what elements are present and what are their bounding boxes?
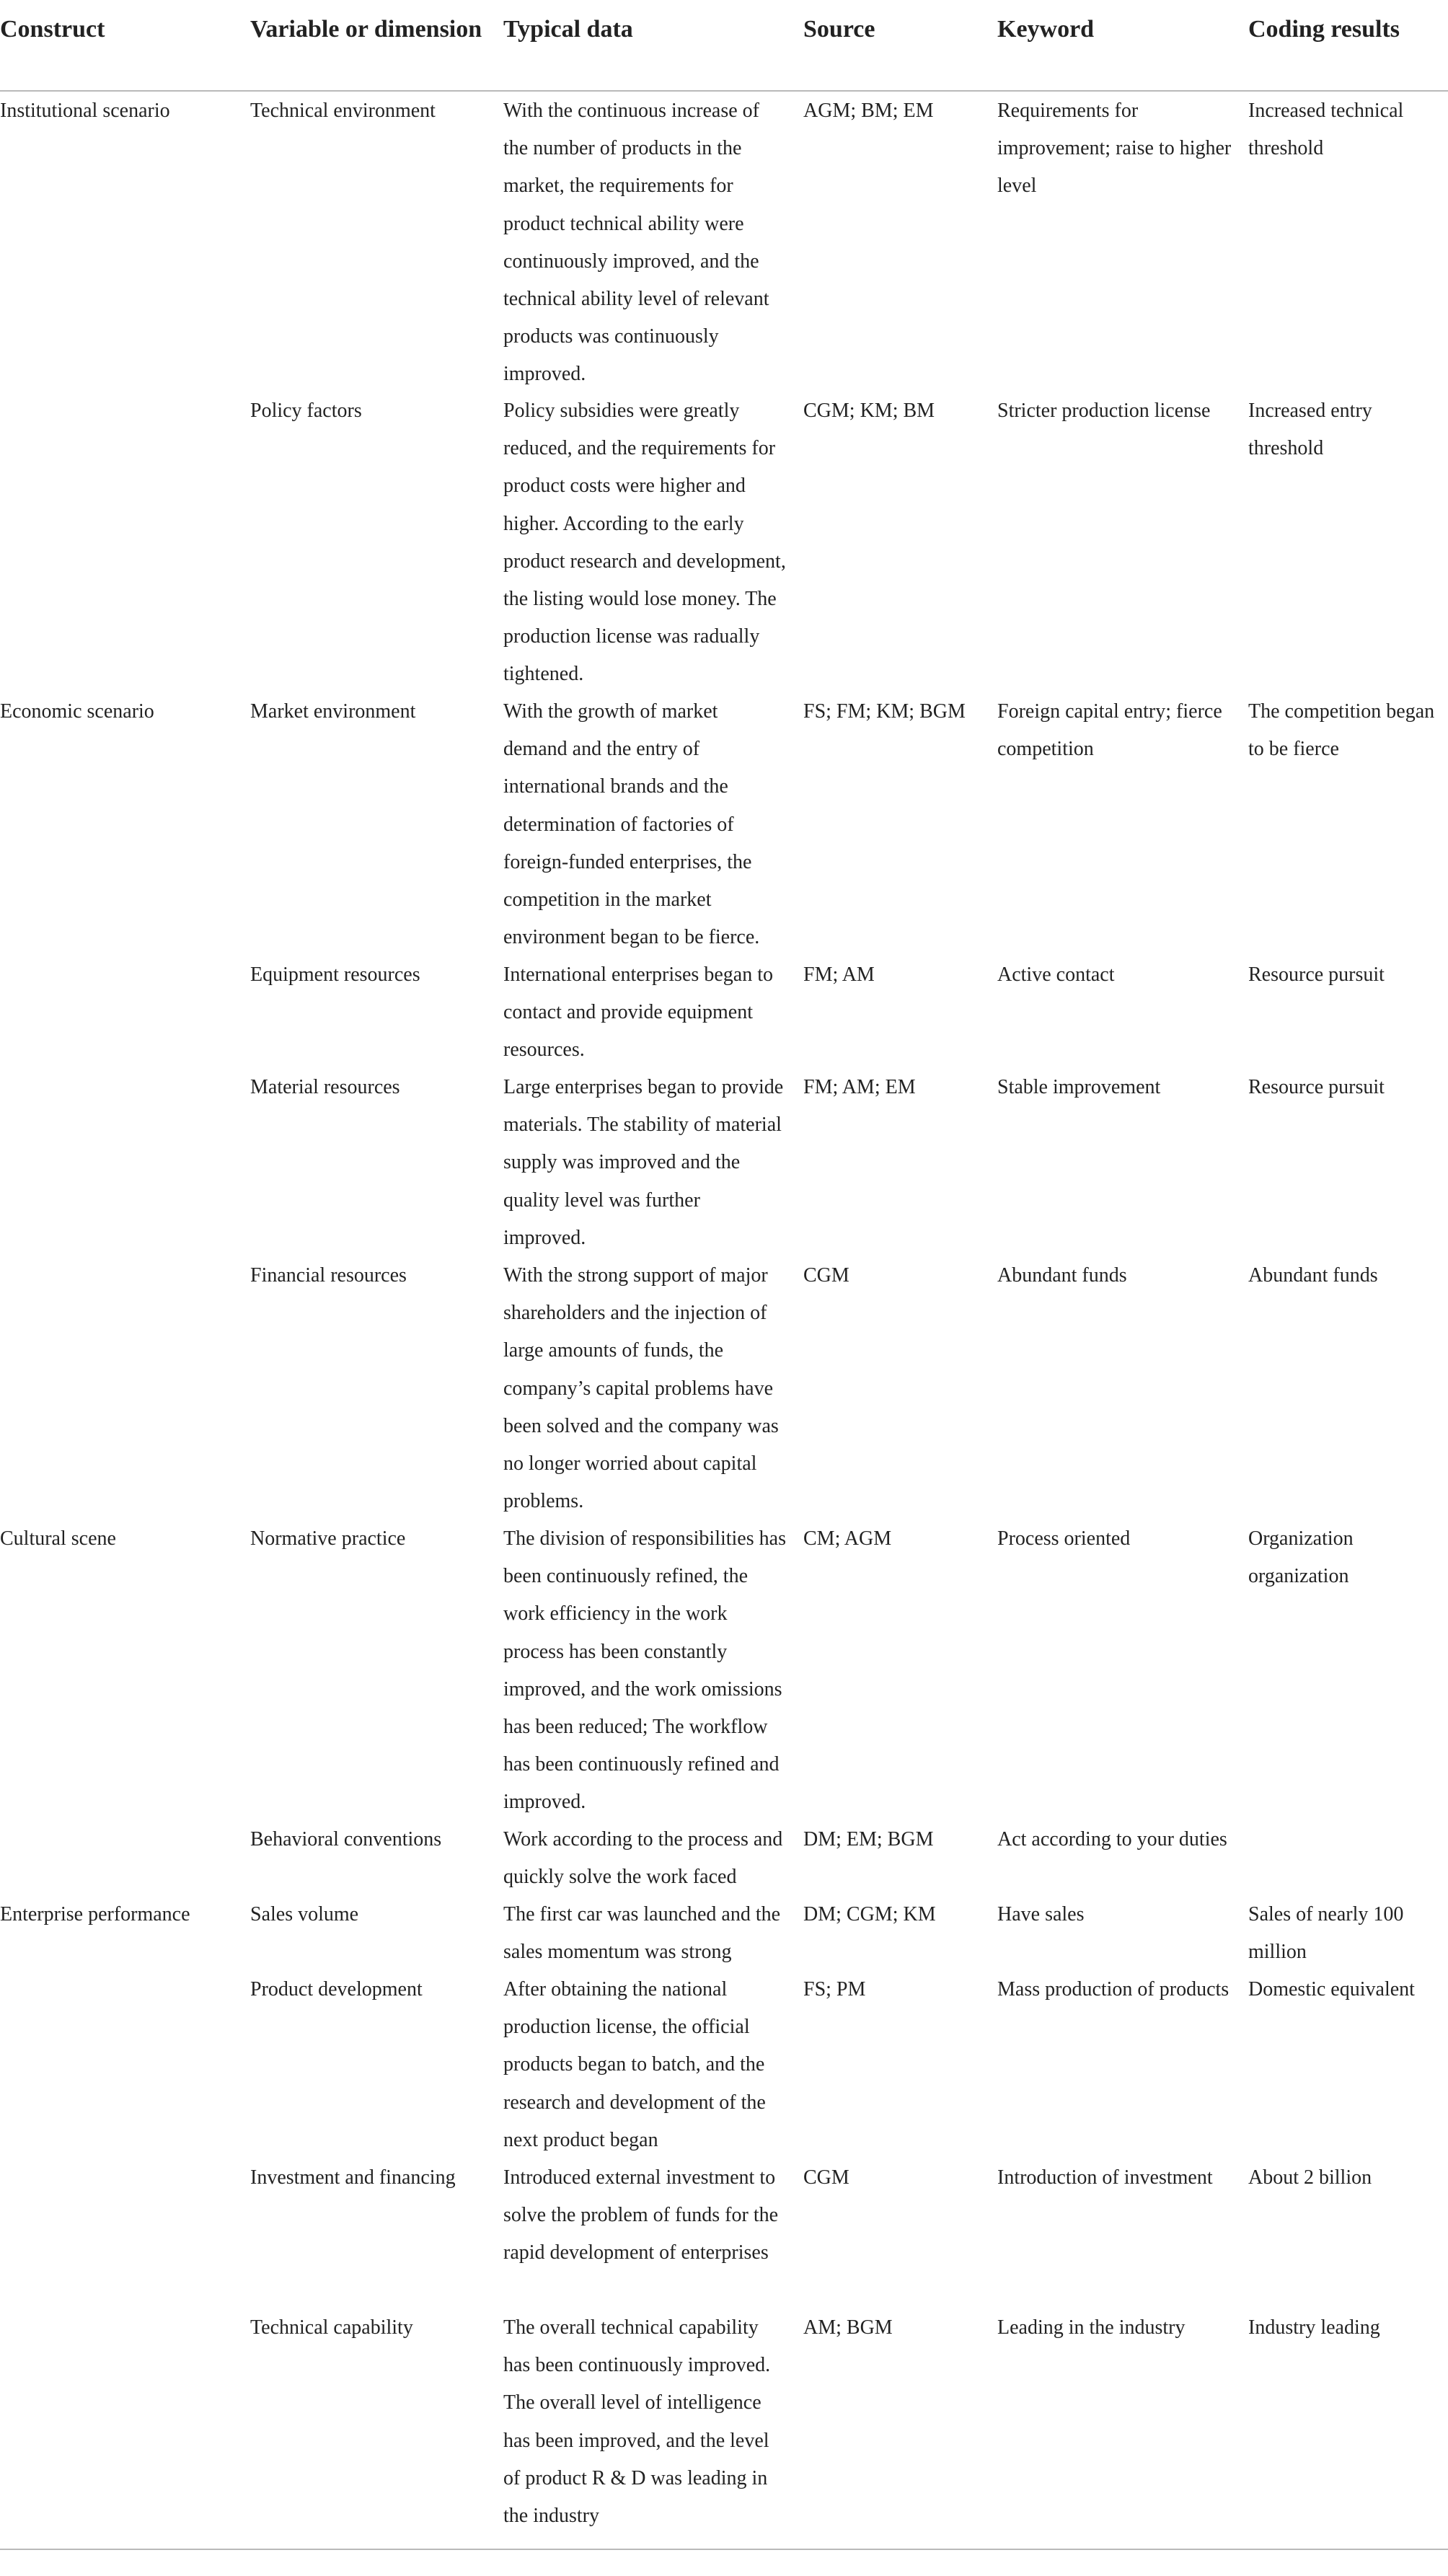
cell-variable: Market environment [250, 700, 416, 723]
cell-variable: Technical environment [250, 100, 436, 122]
cell-keyword: Requirements for improvement; raise to higher level [997, 100, 1232, 198]
cell-variable: Product development [250, 1978, 423, 2001]
cell-source: CGM [803, 2166, 849, 2189]
cell-source: FS; PM [803, 1978, 866, 2001]
cell-coding-result: Increased entry threshold [1248, 400, 1372, 460]
cell-typical-data: With the continuous increase of the number of products in the market, the requirements for product technical ability were continuously improved, and the technical ability level of relevant products was continuously improved. [503, 100, 769, 386]
cell-construct: Economic scenario [0, 700, 154, 723]
cell-source: CGM; KM; BM [803, 400, 935, 422]
cell-variable: Equipment resources [250, 963, 420, 986]
cell-variable: Sales volume [250, 1903, 359, 1926]
header-coding-results: Coding results [1248, 16, 1400, 43]
cell-source: CM; AGM [803, 1527, 892, 1550]
cell-typical-data: The first car was launched and the sales momentum was strong [503, 1903, 781, 1964]
cell-typical-data: The overall technical capability has been continuously improved. The overall level of intelligence has been improved, and the level of product R & D was leading in the industry [503, 2316, 771, 2528]
cell-typical-data: With the growth of market demand and the entry of international brands and the determination of factories of foreign-funded enterprises, the competition in the market environment began to be fierce. [503, 700, 760, 949]
header-rule [0, 90, 1448, 92]
header-typical-data: Typical data [503, 16, 633, 43]
cell-variable: Behavioral conventions [250, 1828, 442, 1851]
cell-coding-result: Abundant funds [1248, 1264, 1378, 1287]
cell-construct: Enterprise performance [0, 1903, 190, 1926]
cell-keyword: Mass production of products [997, 1978, 1230, 2001]
cell-coding-result: Increased technical threshold [1248, 100, 1404, 160]
cell-keyword: Act according to your duties [997, 1828, 1227, 1851]
cell-keyword: Stricter production license [997, 400, 1211, 422]
cell-construct: Cultural scene [0, 1527, 116, 1550]
cell-typical-data: With the strong support of major shareholders and the injection of large amounts of funds, the company’s capital problems have been solved and the company was no longer worried about capital problems. [503, 1264, 779, 1513]
cell-keyword: Process oriented [997, 1527, 1131, 1550]
cell-source: DM; EM; BGM [803, 1828, 934, 1851]
table-bottom-rule [0, 2549, 1448, 2550]
cell-typical-data: Policy subsidies were greatly reduced, and the requirements for product costs were higher and higher. According to the early product research and development, the listing would lose money. The production license was radually tightened. [503, 400, 786, 686]
cell-keyword: Have sales [997, 1903, 1085, 1926]
cell-coding-result: Industry leading [1248, 2316, 1380, 2339]
cell-variable: Technical capability [250, 2316, 413, 2339]
cell-variable: Normative practice [250, 1527, 406, 1550]
cell-source: AGM; BM; EM [803, 100, 934, 122]
cell-keyword: Abundant funds [997, 1264, 1127, 1287]
cell-coding-result: The competition began to be fierce [1248, 700, 1435, 761]
cell-source: AM; BGM [803, 2316, 893, 2339]
cell-source: CGM [803, 1264, 849, 1287]
cell-construct: Institutional scenario [0, 100, 170, 122]
cell-source: FM; AM [803, 963, 875, 986]
cell-coding-result: Resource pursuit [1248, 1076, 1385, 1098]
cell-coding-result: Domestic equivalent [1248, 1978, 1415, 2001]
header-keyword: Keyword [997, 16, 1095, 43]
cell-coding-result: Sales of nearly 100 million [1248, 1903, 1404, 1964]
cell-typical-data: After obtaining the national production license, the official products began to batch, and the research and development of the next product began [503, 1978, 766, 2151]
cell-coding-result: Resource pursuit [1248, 963, 1385, 986]
cell-keyword: Active contact [997, 963, 1115, 986]
cell-variable: Financial resources [250, 1264, 407, 1287]
cell-source: FM; AM; EM [803, 1076, 916, 1098]
header-construct: Construct [0, 16, 105, 43]
cell-keyword: Foreign capital entry; fierce competition [997, 700, 1222, 761]
cell-source: DM; CGM; KM [803, 1903, 936, 1926]
cell-typical-data: Large enterprises began to provide materials. The stability of material supply was improved and the quality level was further improved. [503, 1076, 784, 1249]
cell-coding-result: Organization organization [1248, 1527, 1354, 1588]
header-variable: Variable or dimension [250, 16, 482, 43]
cell-variable: Material resources [250, 1076, 400, 1098]
cell-keyword: Introduction of investment [997, 2166, 1213, 2189]
cell-typical-data: Work according to the process and quickly solve the work faced [503, 1828, 783, 1889]
cell-variable: Policy factors [250, 400, 362, 422]
cell-typical-data: Introduced external investment to solve the problem of funds for the rapid development of enterprises [503, 2166, 779, 2264]
cell-keyword: Leading in the industry [997, 2316, 1186, 2339]
cell-typical-data: The division of responsibilities has been continuously refined, the work efficiency in the work process has been constantly improved, and the work omissions has been reduced; The workflow has been continuously refined and improved. [503, 1527, 786, 1814]
cell-keyword: Stable improvement [997, 1076, 1161, 1098]
cell-variable: Investment and financing [250, 2166, 456, 2189]
header-source: Source [803, 16, 875, 43]
cell-typical-data: International enterprises began to contact and provide equipment resources. [503, 963, 773, 1062]
cell-source: FS; FM; KM; BGM [803, 700, 966, 723]
cell-coding-result: About 2 billion [1248, 2166, 1372, 2189]
